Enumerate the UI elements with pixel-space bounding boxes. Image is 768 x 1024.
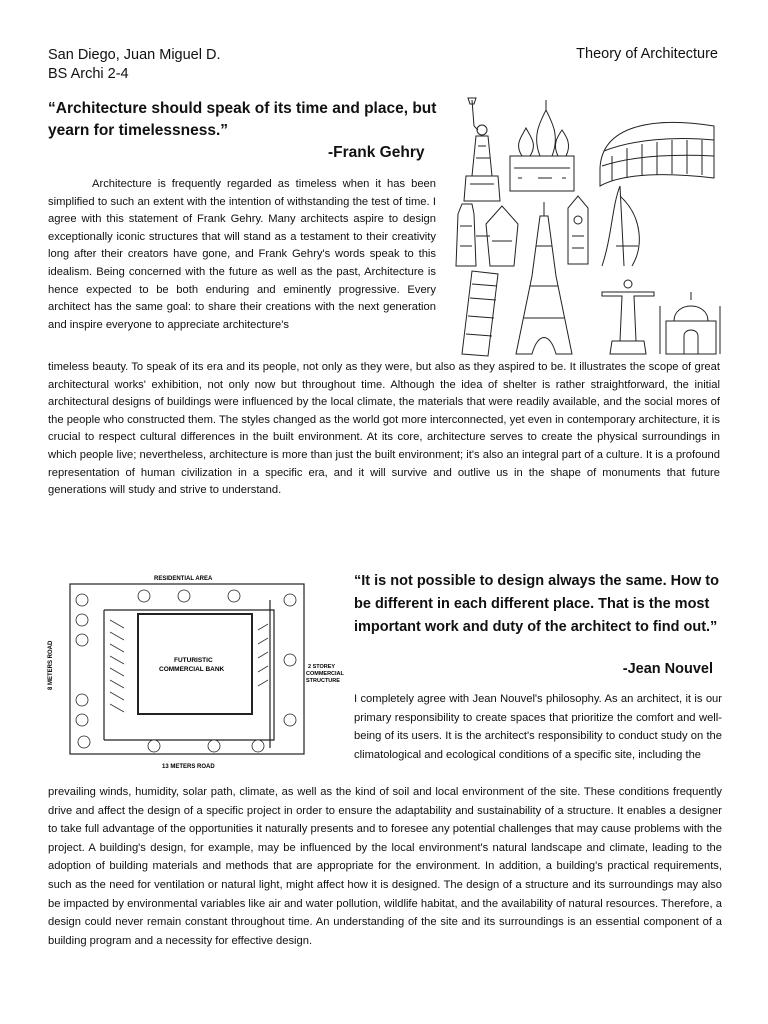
author-block	[48, 46, 221, 84]
site-label-left: 8 METERS ROAD	[48, 640, 54, 690]
site-plan-diagram	[44, 570, 344, 772]
saint-basil-cathedral-icon	[510, 100, 574, 191]
nouvel-paragraph-part-2: prevailing winds, humidity, solar path, climate, as well as the kind of soil and local environment of the site. These conditions frequently drive and affect the design of a specific project in order to ensure the adaptability and sustainability of a structure. It enables a designer to take full advantage of the opportunities it naturally presents and to foresee any potential challenges that may cause problems with the project. A building's design, for example, may be influenced by the local environment's natural landscape and climate, leading to the adoption of building materials and methods that are appropriate for the environment. In addition, a building's practical requirements, such as the need for ventilation or natural light, might affect how it is designed. The design of a structure and its surroundings may also be impacted by environmental variables like air and water pollution, wildlife habitat, and the availability of natural resources. Therefore, a design could never remain constant throughout time. An understanding of the site and its surroundings is an essential component of a building program and a necessity for effective design.	[48, 786, 722, 947]
site-label-right-1: 2 STOREY	[308, 664, 336, 670]
big-ben-icon	[568, 196, 588, 264]
subject-title: Theory of Architecture	[576, 46, 718, 62]
nouvel-quote: “It is not possible to design always the same. How to be different in each different place. That is the most important work and duty of the architect to find out.”	[354, 573, 719, 635]
gehry-attribution: -Frank Gehry	[328, 144, 425, 161]
statue-of-liberty-icon	[464, 98, 500, 201]
site-label-top: RESIDENTIAL AREA	[154, 576, 213, 582]
site-label-right-2: COMMERCIAL	[306, 671, 344, 677]
christ-the-redeemer-icon	[602, 280, 654, 354]
student-name: San Diego, Juan Miguel D.	[48, 47, 221, 63]
gehry-paragraph-part-1: Architecture is frequently regarded as timeless when it has been simplified to such an extent with the intention of withstanding the test of time. I agree with this statement of Frank Gehry. Many architects aspire to design exceptionally iconic structures that will stand as a testament to their creativity long after their creators have gone, and Frank Gehry's words speak to this idealism. Being concerned with the future as well as the past, Architecture is hence expected to be both enduring and eminently progressive. Every architect has the same goal: to share their creations with the next generation and inspire everyone to appreciate architecture's	[48, 178, 436, 331]
gehry-paragraph-part-2: timeless beauty. To speak of its era and its people, not only as they were, but also as they aspired to be. It illustrates the scope of great architectural works' exhibition, not only now but throughout time. Although the idea of shelter is rather straightforward, the initial architectural designs of buildings were influenced by the local climate, the materials that were readily available, and the social mores of the people who constructed them. The styles changed as the world got more interconnected, yet even in contemporary architecture, it is crucial to respect cultural differences in the built environment. At its core, architecture serves to create the physical surroundings in which people live; nevertheless, architecture is more than just the built environment; it's also an integral part of a culture. It is a profound representation of human civilization in a specific era, and it will survive and outlive us in the shape of monuments that future generations will study and strive to understand.	[48, 361, 720, 497]
taj-mahal-icon	[660, 292, 720, 354]
world-landmarks-illustration	[452, 96, 722, 358]
bank-building-outline	[138, 614, 252, 714]
colosseum-icon	[600, 122, 714, 186]
gehry-quote: “Architecture should speak of its time and place, but yearn for timelessness.”	[48, 100, 437, 139]
site-label-bottom: 13 METERS ROAD	[162, 764, 215, 770]
nouvel-attribution: -Jean Nouvel	[622, 661, 713, 677]
burj-al-arab-icon	[602, 186, 639, 266]
nouvel-paragraph-part-1: I completely agree with Jean Nouvel's philosophy. As an architect, it is our primary responsibility to create spaces that prioritize the comfort and well-being of its users. It is the architect's responsibility to conduct study on the climatological and ecological conditions of a specific site, including the	[354, 693, 722, 761]
student-course: BS Archi 2-4	[48, 66, 129, 82]
tower-icon	[456, 204, 518, 266]
site-label-center-2: COMMERCIAL BANK	[159, 666, 225, 673]
leaning-tower-of-pisa-icon	[462, 271, 498, 356]
site-label-center-1: FUTURISTIC	[174, 657, 213, 664]
eiffel-tower-icon	[516, 202, 572, 354]
site-label-right-3: STRUCTURE	[306, 678, 340, 684]
